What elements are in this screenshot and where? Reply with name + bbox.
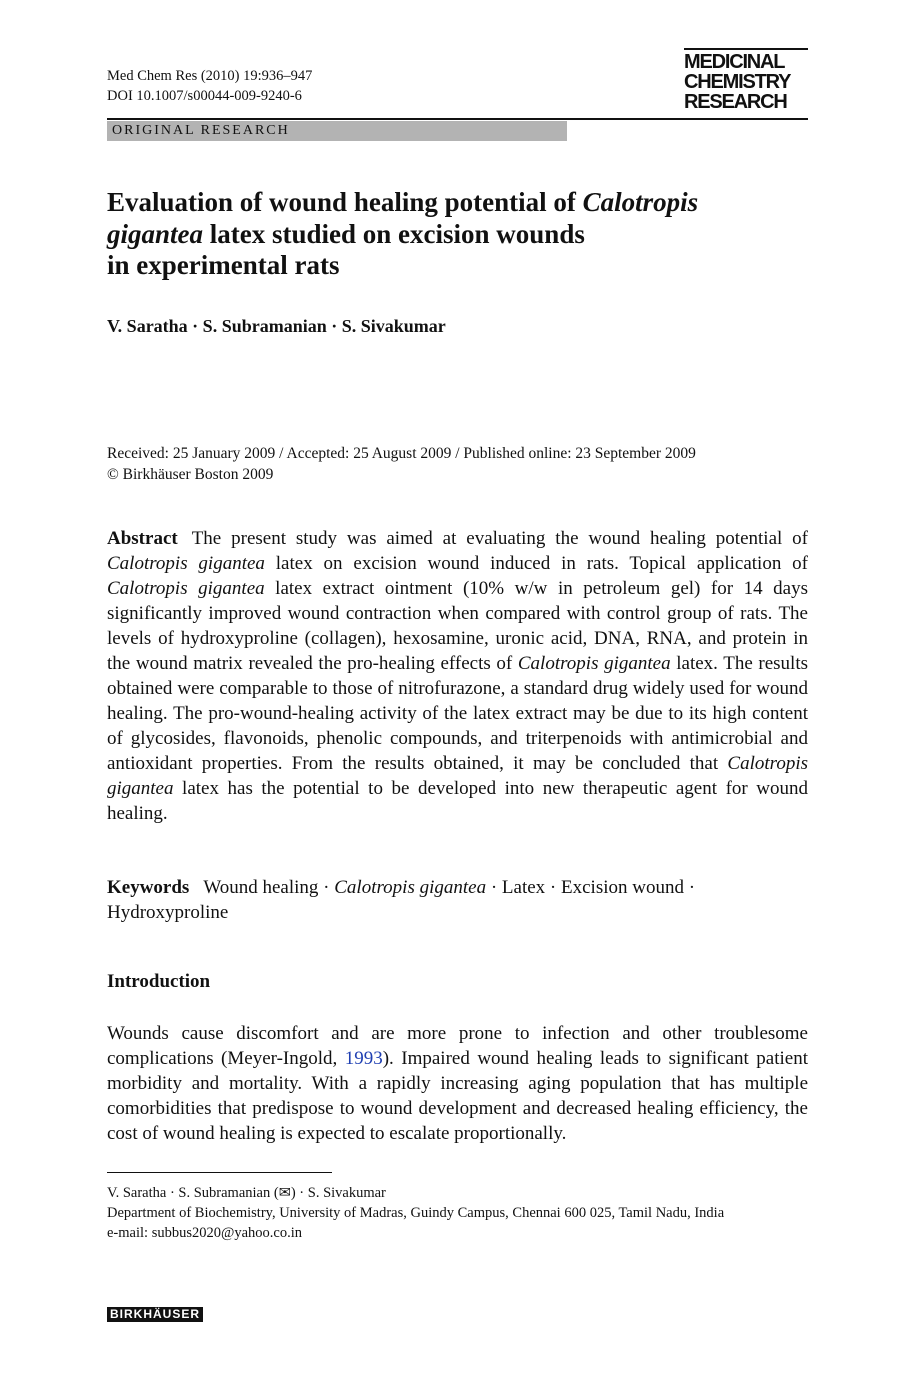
header-rule <box>107 118 808 120</box>
title-text: Evaluation of wound healing potential of <box>107 187 583 217</box>
publication-history <box>107 443 696 485</box>
section-label: ORIGINAL RESEARCH <box>107 121 567 141</box>
abstract-text: The present study was aimed at evaluating the wound healing potential of <box>191 528 808 549</box>
journal-logo-line: CHEMISTRY <box>684 71 791 93</box>
publisher-logo: BIRKHÄUSER <box>107 1307 203 1322</box>
abstract-text: latex. The results obtained were comparable to those of nitrofurazone, a standard drug widely used for wound healing. The pro-wound-healing activity of the latex extract may be due to its high content of glycosides, flavonoids, phenolic compounds, and triterpenoids with antimicrobial and antioxidant properties. From the results obtained, it may be concluded that <box>107 653 808 774</box>
abstract-text: latex has the potential to be developed into new therapeutic agent for wound healing. <box>107 778 808 824</box>
introduction-heading: Introduction <box>107 971 211 992</box>
author-list: V. Saratha · S. Subramanian · S. Sivakumar <box>107 316 446 336</box>
intro-text: ). Impaired wound healing leads to significant patient morbidity and mortality. With a rapidly increasing aging population that has multiple comorbidities that predispose to wound development and decreased healing efficiency, the cost of wound healing is expected to escalate proportionally. <box>107 1048 808 1144</box>
title-species: gigantea <box>107 218 204 249</box>
abstract <box>107 526 808 826</box>
species-name: Calotropis gigantea <box>107 578 265 599</box>
envelope-icon: ✉ <box>278 1185 291 1201</box>
abstract-text: latex extract ointment (10% w/w in petroleum gel) for 14 days significantly improved wound contraction when compared with control group of rats. The levels of hydroxyproline (collagen), hexosamine, uronic acid, DNA, RNA, and protein in the wound matrix revealed the pro-healing effects of <box>107 578 808 674</box>
history-dates: Received: 25 January 2009 / Accepted: 25 August 2009 / Published online: 23 September 2009 <box>107 445 696 462</box>
species-name: Calotropis gigantea <box>107 753 808 799</box>
footnote-text: ) · S. Sivakumar <box>290 1185 386 1201</box>
footnote-rule <box>107 1172 332 1173</box>
author-footnote <box>107 1183 808 1243</box>
citation: Med Chem Res (2010) 19:936–947 <box>107 68 313 84</box>
species-name: Calotropis gigantea <box>107 553 265 574</box>
citation-block <box>107 66 312 106</box>
abstract-text: latex on excision wound induced in rats. Topical application of <box>264 553 809 574</box>
journal-logo-line: RESEARCH <box>684 91 787 113</box>
journal-logo-line: MEDICINAL <box>684 51 785 73</box>
title-species: Calotropis <box>582 187 699 217</box>
title-text: in experimental rats <box>107 250 340 280</box>
email: e-mail: subbus2020@yahoo.co.in <box>107 1225 302 1241</box>
journal-logo <box>684 48 808 112</box>
keyword: Calotropis gigantea <box>334 877 487 898</box>
title-text: latex studied on excision wounds <box>203 218 585 249</box>
keyword: · Latex · Excision wound · Hydroxyproline <box>107 877 696 923</box>
footnote-authors <box>107 1183 808 1203</box>
footnote-text: V. Saratha · S. Subramanian ( <box>107 1185 279 1201</box>
keywords <box>107 875 808 925</box>
intro-text: Wounds cause discomfort and are more prone to infection and other troublesome complications (Meyer-Ingold, <box>107 1023 808 1069</box>
keywords-label: Keywords <box>107 877 190 898</box>
affiliation: Department of Biochemistry, University of Madras, Guindy Campus, Chennai 600 025, Tamil Nadu, India <box>107 1205 725 1221</box>
keyword: Wound healing · <box>203 877 335 898</box>
doi: DOI 10.1007/s00044-009-9240-6 <box>107 88 302 104</box>
copyright: © Birkhäuser Boston 2009 <box>107 466 274 483</box>
citation-link[interactable]: 1993 <box>344 1048 383 1069</box>
species-name: Calotropis gigantea <box>517 653 671 674</box>
article-title <box>107 187 747 282</box>
introduction-text <box>107 1021 808 1146</box>
abstract-label: Abstract <box>107 528 178 549</box>
